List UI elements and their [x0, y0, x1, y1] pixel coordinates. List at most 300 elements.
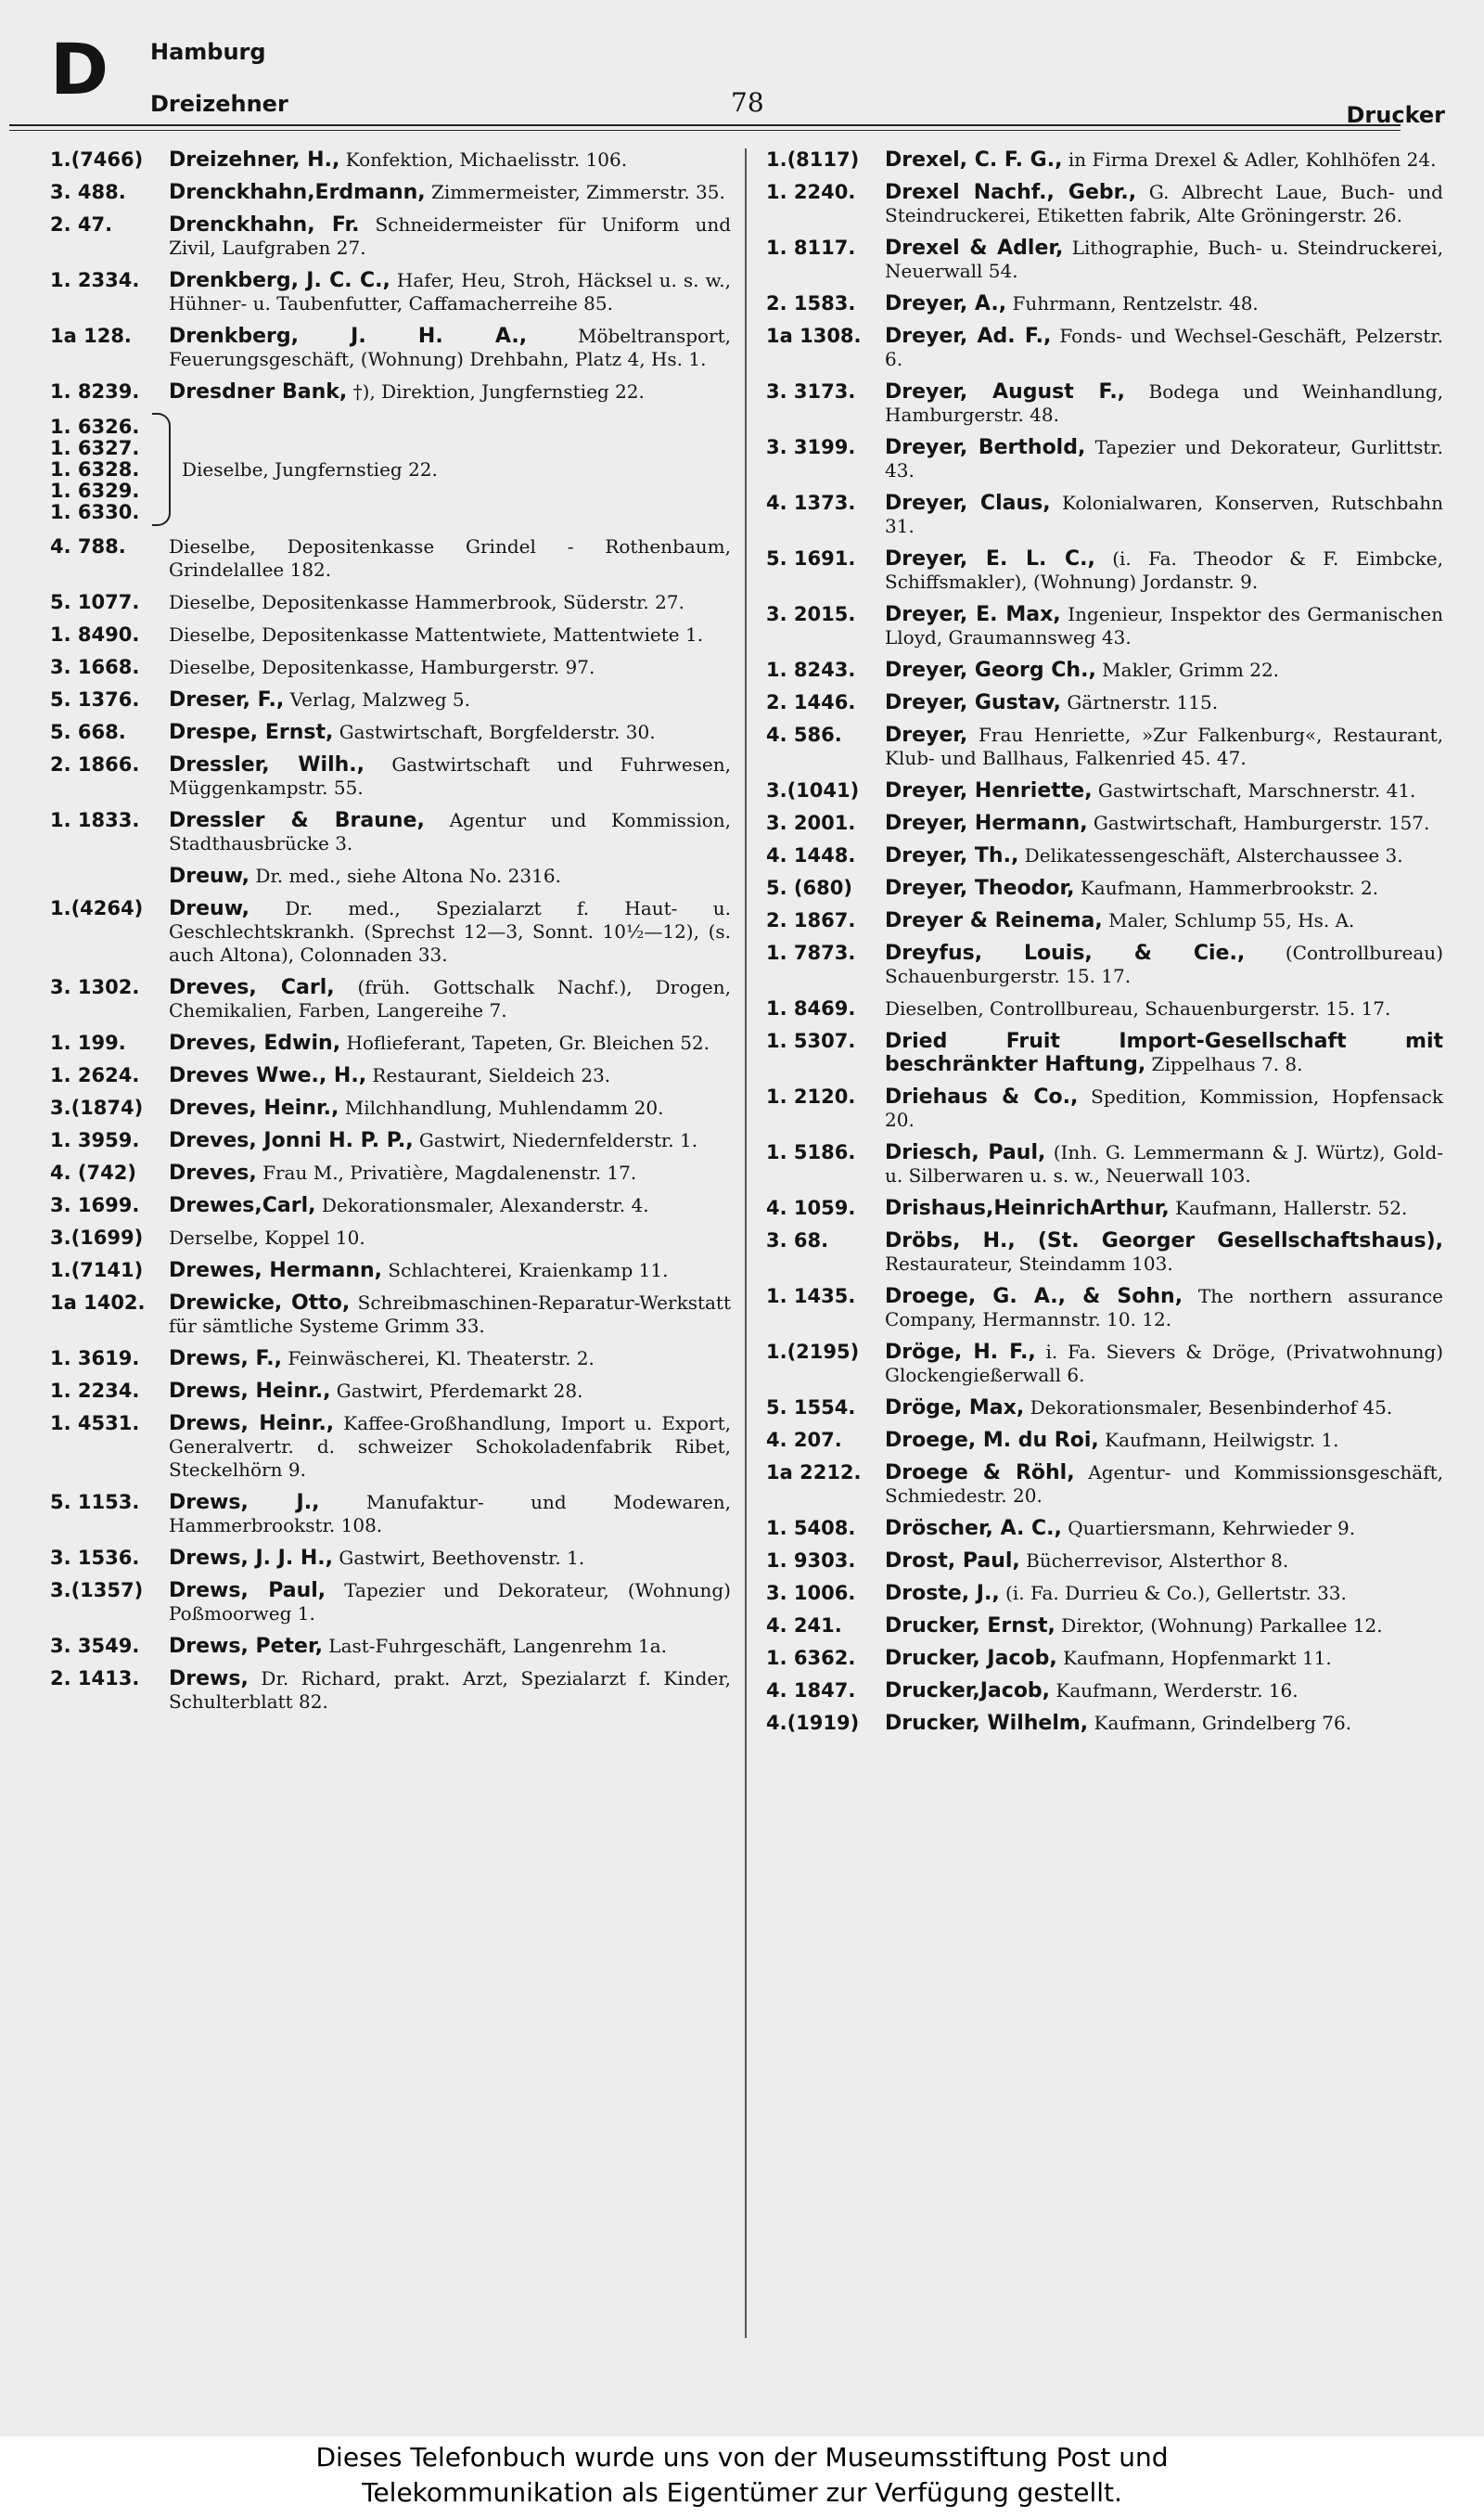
listing-entry: [50, 809, 731, 855]
header-rule: [9, 124, 1401, 126]
listing-entry: [766, 659, 1443, 682]
listing-name: Dried Fruit Import-Gesellschaft mit beschränkter Haftung,: [885, 1030, 1443, 1076]
listing-entry: [766, 942, 1443, 988]
listing-entry: [766, 148, 1443, 172]
header-rule-thin: [9, 130, 1401, 131]
listing-detail: Gastwirt, Niedernfelderstr. 1.: [418, 1129, 698, 1151]
listing-name: Dreuw,: [169, 897, 249, 920]
phone-number: 5. 668.: [50, 721, 126, 743]
phone-number: 1. 8469.: [766, 997, 856, 1020]
phone-number: 2. 1583.: [766, 292, 856, 315]
listing-name: Dreves, Carl,: [169, 976, 335, 999]
listing-entry: [766, 436, 1443, 482]
listing-text: [885, 1341, 1443, 1387]
phone-number: 3. 1668.: [50, 656, 140, 678]
listing-entry: [50, 1194, 731, 1217]
listing-text: [169, 721, 731, 744]
listing-name: Dreyer & Reinema,: [885, 909, 1103, 932]
listing-detail: Delikatessengeschäft, Alsterchaussee 3.: [1024, 844, 1403, 867]
listing-text: [885, 325, 1443, 371]
listing-entry: [766, 724, 1443, 770]
listing-name: Dröge, H. F.,: [885, 1341, 1036, 1364]
listing-entry: [50, 1380, 731, 1403]
phone-number: 1. 199.: [50, 1032, 126, 1054]
phone-number: 1. 6330.: [50, 500, 140, 523]
footer-line-2: Telekommunikation als Eigentümer zur Verfügung gestellt.: [362, 2477, 1122, 2508]
listing-name: Driehaus & Co.,: [885, 1086, 1079, 1109]
listing-entry: [766, 181, 1443, 227]
listing-text: [885, 1396, 1443, 1420]
listing-entry: [50, 688, 731, 712]
listing-entry: [766, 1517, 1443, 1540]
listing-text: [885, 1086, 1443, 1132]
listing-entry: [50, 1667, 731, 1714]
phone-number: 5. 1077.: [50, 591, 140, 613]
listing-name: Dreuw,: [169, 865, 249, 888]
listing-text: [169, 269, 731, 315]
listing-text: [885, 492, 1443, 538]
listing-entry: [50, 1491, 731, 1537]
listing-entry: [50, 325, 731, 371]
listing-detail: (Controllbureau) Schauenburgerstr. 15. 17.: [885, 942, 1443, 987]
listing-detail: Tapezier und Dekorateur, Gurlittstr. 43.: [885, 436, 1443, 482]
listing-detail: in Firma Drexel & Adler, Kohlhöfen 24.: [1068, 148, 1437, 171]
listing-text: [885, 1285, 1443, 1331]
phone-number: 3.(1874): [50, 1097, 144, 1119]
listing-name: Drexel Nachf., Gebr.,: [885, 181, 1137, 204]
brace-mark: [152, 413, 171, 526]
listing-detail: The northern assurance Company, Hermannstr. 10. 12.: [885, 1285, 1444, 1330]
listing-detail: Restaurateur, Steindamm 103.: [885, 1253, 1173, 1275]
listing-name: Drews, F.,: [169, 1347, 282, 1370]
listing-entry: [766, 1285, 1443, 1331]
phone-number: 4. 1448.: [766, 844, 856, 867]
listing-detail: (früh. Gottschalk Nachf.), Drogen, Chemikalien, Farben, Langereihe 7.: [169, 976, 731, 1021]
listing-entry: [50, 1259, 731, 1282]
listing-group: [50, 413, 731, 526]
listing-text: [885, 877, 1443, 900]
phone-number: 1. 6326.: [50, 415, 140, 438]
phone-number: 4. 1847.: [766, 1679, 856, 1702]
phone-number: 1. 6327.: [50, 436, 140, 459]
listing-detail: Schneidermeister für Uniform und Zivil, Laufgraben 27.: [169, 213, 732, 259]
listing-name: Drexel & Adler,: [885, 237, 1064, 260]
listing-detail: Frau M., Privatière, Magdalenenstr. 17.: [262, 1162, 637, 1184]
listing-name: Dreyer, E. Max,: [885, 603, 1061, 626]
listing-entry: [766, 1549, 1443, 1573]
phone-number: 4. 788.: [50, 535, 126, 558]
listing-entry: [50, 1064, 731, 1087]
listing-detail: Gastwirt, Beethovenstr. 1.: [339, 1547, 585, 1569]
listing-name: Drews, J. J. H.,: [169, 1547, 333, 1570]
listing-name: Droste, J.,: [885, 1582, 1000, 1605]
listing-entry: [766, 877, 1443, 900]
listing-entry: [766, 844, 1443, 867]
listing-detail: Bodega und Weinhandlung, Hamburgerstr. 48.: [885, 380, 1443, 426]
listing-detail: Dekorationsmaler, Alexanderstr. 4.: [321, 1194, 649, 1216]
listing-entry: [50, 721, 731, 744]
range-end: Drucker: [1346, 102, 1445, 128]
phone-number: 1. 3959.: [50, 1129, 140, 1151]
phone-number: 1. 2334.: [50, 269, 140, 291]
listing-text: [169, 325, 731, 371]
listing-text: [169, 535, 731, 582]
listing-name: Dröscher, A. C.,: [885, 1517, 1062, 1540]
listing-detail: Gastwirt, Pferdemarkt 28.: [336, 1380, 583, 1402]
listing-text: [169, 148, 731, 172]
listing-text: [169, 1412, 731, 1482]
listing-detail: Spedition, Kommission, Hopfensack 20.: [885, 1086, 1444, 1131]
listing-entry: [766, 1197, 1443, 1220]
city-name: Hamburg: [150, 39, 266, 65]
listing-name: Dreyer,: [885, 724, 968, 747]
listing-text: [169, 1032, 731, 1055]
listing-entry: [50, 1129, 731, 1152]
phone-number: 1. 8243.: [766, 659, 856, 681]
listing-entry: [50, 269, 731, 315]
listing-name: Drishaus,HeinrichArthur,: [885, 1197, 1170, 1220]
listing-name: Drews, Heinr.,: [169, 1380, 331, 1403]
listing-name: Dreyer, Hermann,: [885, 812, 1088, 835]
listing-detail: Kaufmann, Grindelberg 76.: [1094, 1712, 1352, 1734]
listing-entry: [766, 1647, 1443, 1670]
phone-number: 1a 2212.: [766, 1461, 862, 1484]
listing-detail: Kaufmann, Hallerstr. 52.: [1175, 1197, 1408, 1219]
column-divider: [745, 148, 747, 2338]
listing-text: [885, 942, 1443, 988]
listing-name: Drenckhahn, Fr.: [169, 213, 360, 237]
phone-number: 4.(1919): [766, 1712, 860, 1734]
listing-detail: Bücherrevisor, Alsterthor 8.: [1026, 1549, 1289, 1572]
listing-name: Dreyer, Henriette,: [885, 779, 1093, 803]
listing-text: [885, 1614, 1443, 1638]
listing-detail: Zippelhaus 7. 8.: [1151, 1053, 1303, 1075]
listing-entry: [766, 325, 1443, 371]
listing-entry: [766, 1679, 1443, 1702]
phone-number: 1. 5186.: [766, 1141, 856, 1163]
listing-entry: [50, 753, 731, 800]
listing-text: [885, 1461, 1443, 1508]
listing-detail: Agentur- und Kommissionsgeschäft, Schmiedestr. 20.: [885, 1461, 1443, 1507]
phone-number: 1. 6362.: [766, 1647, 856, 1669]
listing-name: Dreyer, Gustav,: [885, 691, 1062, 714]
phone-number: 5. (680): [766, 877, 852, 899]
listing-text: [169, 181, 731, 204]
listing-detail: Direktor, (Wohnung) Parkallee 12.: [1061, 1614, 1383, 1637]
listing-name: Drexel, C. F. G.,: [885, 148, 1063, 172]
listing-name: Drucker, Wilhelm,: [885, 1712, 1089, 1735]
footer-line-1: Dieses Telefonbuch wurde uns von der Museumsstiftung Post und: [315, 2442, 1169, 2473]
listing-detail: Makler, Grimm 22.: [1102, 659, 1280, 681]
phone-number: 1a 128.: [50, 325, 132, 347]
page-number: 78: [731, 87, 764, 118]
phone-number: 1. 1435.: [766, 1285, 856, 1307]
listing-detail: Dr. Richard, prakt. Arzt, Spezialarzt f. Kinder, Schulterblatt 82.: [169, 1667, 731, 1713]
listing-entry: [766, 1229, 1443, 1276]
listing-detail: Frau Henriette, »Zur Falkenburg«, Restaurant, Klub- und Ballhaus, Falkenried 45. 47.: [885, 724, 1444, 769]
phone-number: 1.(4264): [50, 897, 144, 919]
listing-name: Drewes,Carl,: [169, 1194, 316, 1217]
phone-number: 4. 1373.: [766, 492, 856, 514]
listing-detail: Dieselbe, Depositenkasse Hammerbrook, Süderstr. 27.: [169, 591, 684, 613]
listing-text: [885, 909, 1443, 932]
listing-text: [885, 1030, 1443, 1076]
listing-name: Drost, Paul,: [885, 1549, 1020, 1573]
listing-name: Droege, G. A., & Sohn,: [885, 1285, 1183, 1308]
phone-number: 3. 1699.: [50, 1194, 140, 1216]
listing-detail: Derselbe, Koppel 10.: [169, 1227, 365, 1249]
listing-entry: [50, 976, 731, 1022]
listing-entry: [766, 1582, 1443, 1605]
listing-entry: [766, 1341, 1443, 1387]
listing-text: [885, 1517, 1443, 1540]
listing-text: [169, 591, 731, 614]
listing-text: [885, 1141, 1443, 1188]
phone-number: 1. 4531.: [50, 1412, 140, 1434]
phone-number: 4. 241.: [766, 1614, 842, 1637]
listing-entry: [50, 213, 731, 260]
listing-text: [169, 1064, 731, 1087]
listing-name: Drews, Heinr.,: [169, 1412, 335, 1435]
listing-text: [885, 181, 1443, 227]
listing-name: Dreyer, August F.,: [885, 380, 1126, 404]
listing-name: Driesch, Paul,: [885, 1141, 1046, 1164]
phone-number: 4. (742): [50, 1162, 136, 1184]
phone-number: 3. 3549.: [50, 1635, 140, 1657]
listing-detail: Möbeltransport, Feuerungsgeschäft, (Wohnung) Drehbahn, Platz 4, Hs. 1.: [169, 325, 732, 370]
listing-detail: Gastwirtschaft, Hamburgerstr. 157.: [1093, 812, 1430, 834]
listing-entry: [766, 603, 1443, 649]
listing-text: [169, 1259, 731, 1282]
phone-number: 4. 586.: [766, 724, 842, 746]
listing-detail: Kaufmann, Hammerbrookstr. 2.: [1080, 877, 1379, 899]
phone-number: 2. 1413.: [50, 1667, 140, 1689]
listing-entry: [766, 1086, 1443, 1132]
listing-text: [169, 1162, 731, 1185]
listing-text: [169, 1227, 731, 1250]
listing-name: Drews, Peter,: [169, 1635, 323, 1658]
listing-name: Dreyer, E. L. C.,: [885, 547, 1095, 571]
listing-name: Dreyer, Theodor,: [885, 877, 1075, 900]
listing-text: [169, 623, 731, 647]
listing-text: [169, 1194, 731, 1217]
listing-text: [169, 753, 731, 800]
listing-name: Dreves,: [169, 1162, 257, 1185]
listing-detail: Hafer, Heu, Stroh, Häcksel u. s. w., Hühner- u. Taubenfutter, Caffamacherreihe 85.: [169, 269, 731, 315]
phone-number: 1. 2120.: [766, 1086, 856, 1108]
listing-text: [169, 1291, 731, 1338]
listing-name: Dreyer, Claus,: [885, 492, 1051, 515]
phone-number: 1. 8117.: [766, 237, 856, 259]
listing-name: Dressler & Braune,: [169, 809, 425, 832]
listing-text: [885, 812, 1443, 835]
listing-text: [885, 779, 1443, 803]
listing-name: Drenckhahn,Erdmann,: [169, 181, 426, 204]
listing-detail: Verlag, Malzweg 5.: [289, 688, 470, 711]
phone-number: 1. 1833.: [50, 809, 140, 831]
listing-text: [885, 691, 1443, 714]
phone-number: 3. 1302.: [50, 976, 140, 998]
listing-text: [885, 603, 1443, 649]
phone-number: 1. 8239.: [50, 380, 140, 403]
listing-detail: Ingenieur, Inspektor des Germanischen Lloyd, Graumannsweg 43.: [885, 603, 1443, 649]
listing-name: Droege, M. du Roi,: [885, 1429, 1099, 1452]
listing-text: [169, 897, 731, 967]
listing-detail: Agentur und Kommission, Stadthausbrücke 3.: [169, 809, 732, 854]
listing-text: [169, 1635, 731, 1658]
phone-number: 1.(7141): [50, 1259, 144, 1281]
listing-detail: Last-Fuhrgeschäft, Langenrehm 1a.: [328, 1635, 668, 1657]
listing-text: [169, 213, 731, 260]
right-column: [766, 148, 1443, 1744]
listing-name: Drews, J.,: [169, 1491, 320, 1514]
listing-detail: Kolonialwaren, Konserven, Rutschbahn 31.: [885, 492, 1444, 537]
listing-detail: i. Fa. Sievers & Dröge, (Privatwohnung) Glockengießerwall 6.: [885, 1341, 1443, 1386]
listing-entry: [50, 591, 731, 614]
listing-detail: Dr. med., siehe Altona No. 2316.: [255, 865, 561, 887]
phone-number: 5. 1153.: [50, 1491, 140, 1513]
listing-detail: Maler, Schlump 55, Hs. A.: [1108, 909, 1355, 931]
listing-detail: Hoflieferant, Tapeten, Gr. Bleichen 52.: [346, 1032, 710, 1054]
listing-text: [885, 1679, 1443, 1702]
phone-number: 1. 7873.: [766, 942, 856, 964]
listing-name: Drenkberg, J. C. C.,: [169, 269, 390, 292]
listing-entry: [766, 1712, 1443, 1735]
left-column: [50, 148, 731, 1723]
listing-detail: †), Direktion, Jungfernstieg 22.: [352, 380, 645, 403]
listing-name: Dreves, Heinr.,: [169, 1097, 339, 1120]
listing-entry: [766, 492, 1443, 538]
listing-text: [885, 1647, 1443, 1670]
phone-number: 1. 3619.: [50, 1347, 140, 1369]
listing-text: [885, 1582, 1443, 1605]
listing-detail: Tapezier und Dekorateur, (Wohnung) Poßmoorweg 1.: [169, 1579, 731, 1625]
listing-entry: [50, 1347, 731, 1370]
listing-detail: Dieselbe, Depositenkasse Mattentwiete, Mattentwiete 1.: [169, 623, 704, 646]
listing-name: Dressler, Wilh.,: [169, 753, 365, 777]
listing-name: Dreizehner, H.,: [169, 148, 340, 172]
phone-number: 1. 6328.: [50, 457, 140, 481]
listing-text: [885, 547, 1443, 594]
listing-text: [169, 1667, 731, 1714]
listing-name: Dreyer, Georg Ch.,: [885, 659, 1096, 682]
phone-number: 1. 9303.: [766, 1549, 856, 1572]
phone-number: 1. 2234.: [50, 1380, 140, 1402]
listing-name: Dreyer, A.,: [885, 292, 1007, 315]
listing-entry: [766, 779, 1443, 803]
section-letter: D: [50, 28, 109, 110]
listing-detail: Schreibmaschinen-Reparatur-Werkstatt für sämtliche Systeme Grimm 33.: [169, 1291, 731, 1337]
listing-text: [885, 292, 1443, 315]
listing-detail: Fonds- und Wechsel-Geschäft, Pelzerstr. 6.: [885, 325, 1444, 370]
listing-detail: Kaffee-Großhandlung, Import u. Export, Generalvertr. d. schweizer Schokoladenfabrik Ribet, Steckelhörn 9.: [169, 1412, 732, 1481]
listing-text: [885, 436, 1443, 482]
listing-name: Drewicke, Otto,: [169, 1291, 351, 1315]
listing-entry: [766, 1141, 1443, 1188]
listing-entry: [50, 1635, 731, 1658]
listing-name: Dreves, Jonni H. P. P.,: [169, 1129, 414, 1152]
listing-name: Dresdner Bank,: [169, 380, 348, 404]
listing-name: Dröbs, H., (St. Georger Gesellschaftshaus),: [885, 1229, 1443, 1253]
listing-detail: Lithographie, Buch- u. Steindruckerei, Neuerwall 54.: [885, 237, 1443, 282]
listing-detail: Fuhrmann, Rentzelstr. 48.: [1012, 292, 1259, 315]
phone-number: 5. 1376.: [50, 688, 140, 711]
listing-text: [169, 1579, 731, 1625]
listing-text: [169, 976, 731, 1022]
listing-entry: [50, 656, 731, 679]
footer-notice: [0, 2436, 1484, 2518]
listing-detail: Gastwirtschaft, Marschnerstr. 41.: [1097, 779, 1416, 802]
listing-text: [885, 997, 1443, 1021]
listing-detail: (i. Fa. Theodor & F. Eimbcke, Schiffsmakler), (Wohnung) Jordanstr. 9.: [885, 547, 1443, 593]
listing-name: Dreyfus, Louis, & Cie.,: [885, 942, 1246, 965]
phone-number: 3. 2015.: [766, 603, 856, 625]
listing-entry: [766, 1396, 1443, 1420]
listing-entry: [50, 1579, 731, 1625]
listing-name: Droege & Röhl,: [885, 1461, 1075, 1484]
listing-detail: Dr. med., Spezialarzt f. Haut- u. Geschlechtskrankh. (Sprechst 12—3, Sonnt. 10½—12), (s. auch Altona), Colonnaden 33.: [169, 897, 732, 966]
listing-entry: [50, 1547, 731, 1570]
range-start: Dreizehner: [150, 91, 288, 117]
listing-text: [169, 1097, 731, 1120]
listing-entry: [766, 380, 1443, 427]
listing-detail: (i. Fa. Durrieu & Co.), Gellertstr. 33.: [1005, 1582, 1347, 1604]
listing-detail: Dekorationsmaler, Besenbinderhof 45.: [1030, 1396, 1393, 1419]
listing-text: [885, 1197, 1443, 1220]
listing-entry: [766, 691, 1443, 714]
phone-number: 3.(1699): [50, 1227, 144, 1249]
listing-name: Dreves, Edwin,: [169, 1032, 341, 1055]
listing-entry: [50, 897, 731, 967]
listing-detail: Kaufmann, Werderstr. 16.: [1055, 1679, 1298, 1702]
listing-entry: [766, 1030, 1443, 1076]
listing-text: [885, 659, 1443, 682]
listing-detail: Kaufmann, Hopfenmarkt 11.: [1063, 1647, 1332, 1669]
listing-name: Drewes, Hermann,: [169, 1259, 383, 1282]
phone-number: 3. 1536.: [50, 1547, 140, 1569]
listing-text: [169, 1547, 731, 1570]
listing-name: Dreyer, Berthold,: [885, 436, 1086, 459]
listing-text: [169, 380, 731, 404]
phone-number: 1. 2624.: [50, 1064, 140, 1086]
listing-text: [169, 688, 731, 712]
phone-number: 1a 1308.: [766, 325, 862, 347]
listing-name: Drucker, Ernst,: [885, 1614, 1055, 1638]
listing-detail: G. Albrecht Laue, Buch- und Steindruckerei, Etiketten fabrik, Alte Gröningerstr. 26.: [885, 181, 1443, 226]
listing-detail: Dieselben, Controllbureau, Schauenburgerstr. 15. 17.: [885, 997, 1391, 1020]
listing-detail: Dieselbe, Depositenkasse, Hamburgerstr. 97.: [169, 656, 595, 678]
listing-name: Dröge, Max,: [885, 1396, 1025, 1420]
listing-entry: [50, 1032, 731, 1055]
phone-number: 4. 207.: [766, 1429, 842, 1451]
listing-detail: Dieselbe, Jungfernstieg 22.: [182, 458, 438, 481]
listing-detail: Restaurant, Sieldeich 23.: [372, 1064, 611, 1086]
phone-number: 2. 1867.: [766, 909, 856, 931]
listing-detail: Milchhandlung, Muhlendamm 20.: [344, 1097, 664, 1119]
listing-entry: [50, 148, 731, 172]
phone-number: 1. 5307.: [766, 1030, 856, 1052]
phone-number: 3. 68.: [766, 1229, 829, 1252]
listing-text: [885, 1229, 1443, 1276]
listing-detail: (Inh. G. Lemmermann & J. Würtz), Gold- u. Silberwaren u. s. w., Neuerwall 103.: [885, 1141, 1444, 1187]
listing-entry: [766, 909, 1443, 932]
phone-number: 1. 2240.: [766, 181, 856, 203]
listing-name: Dreves Wwe., H.,: [169, 1064, 367, 1087]
phone-number: 4. 1059.: [766, 1197, 856, 1219]
listing-entry: [766, 1614, 1443, 1638]
listing-name: Drucker, Jacob,: [885, 1647, 1057, 1670]
phone-number: 3. 2001.: [766, 812, 856, 834]
